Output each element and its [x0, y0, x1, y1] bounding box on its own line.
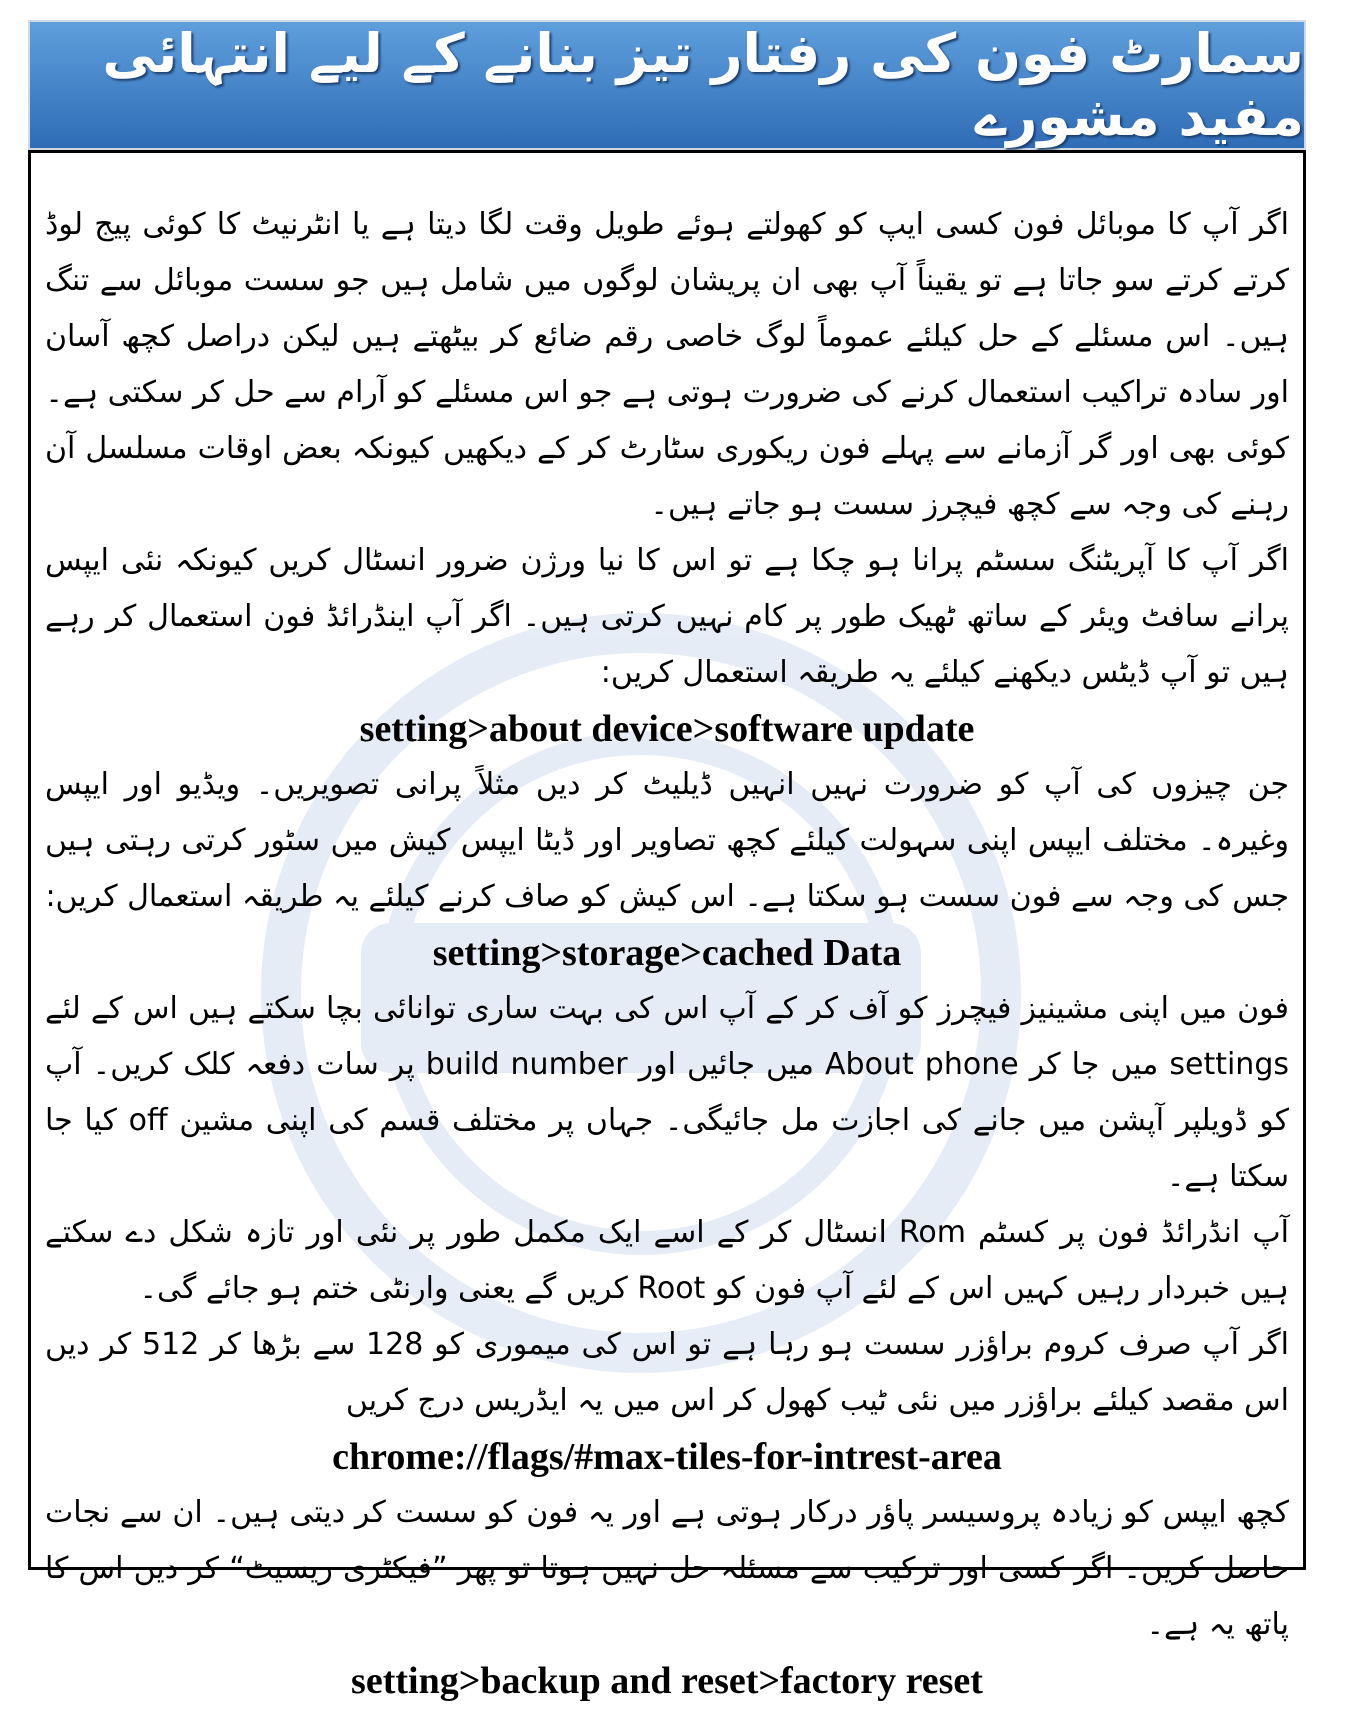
paragraph-chrome-memory: اگر آپ صرف کروم براؤزر سست ہو رہا ہے تو اس کی میموری کو 128 سے بڑھا کر 512 کر دیں اس مقصد کیلئے براؤزر میں نئی ٹیب کھول کر اس میں یہ ایڈریس درج کریں	[45, 1327, 1289, 1418]
settings-path-factory-reset: setting>backup and reset>factory reset	[351, 1660, 983, 1702]
paragraph-custom-rom: آپ انڈرائڈ فون پر کسٹم Rom انسٹال کر کے اسے ایک مکمل طور پر نئی اور تازہ شکل دے سکتے ہیں خبردار رہیں کہیں اس کے لئے آپ فون کو Root کریں گے یعنی وارنٹی ختم ہو جائے گی۔	[45, 1215, 1289, 1306]
paragraph-update-os: اگر آپ کا آپریٹنگ سسٹم پرانا ہو چکا ہے تو اس کا نیا ورژن ضرور انسٹال کریں کیونکہ نئی ایپس پرانے سافٹ ویئر کے ساتھ ٹھیک طور پر کام نہیں کرتی ہیں۔ اگر آپ اینڈرائڈ فون استعمال کر رہے ہیں تو آپ ڈیٹس دیکھنے کیلئے یہ طریقہ استعمال کریں:	[45, 543, 1289, 690]
article-frame	[28, 150, 1306, 1702]
paragraph-factory-reset: کچھ ایپس کو زیادہ پروسیسر پاؤر درکار ہوتی ہے اور یہ فون کو سست کر دیتی ہیں۔ ان سے نجات حاصل کریں۔ اگر کسی اور ترکیب سے مسئلہ حل نہیں ہوتا تو پھر ”فیکٹری ریسیٹ“ کر دیں اس کا پاتھ یہ ہے۔	[45, 1495, 1289, 1642]
paragraph-delete-cache: جن چیزوں کی آپ کو ضرورت نہیں انہیں ڈیلیٹ کر دیں مثلاً پرانی تصویریں۔ ویڈیو اور ایپس وغیرہ۔ مختلف ایپس اپنی سہولت کیلئے کچھ تصاویر اور ڈیٹا ایپس کیش میں سٹور کرتی رہتی ہیں جس کی وجہ سے فون سست ہو سکتا ہے۔ اس کیش کو صاف کرنے کیلئے یہ طریقہ استعمال کریں:	[45, 767, 1289, 914]
settings-path-software-update: setting>about device>software update	[359, 708, 975, 750]
settings-path-cached-data: setting>storage>cached Data	[432, 932, 902, 974]
page-title: سمارٹ فون کی رفتار تیز بنانے کے لیے انتہائی مفید مشورے	[102, 22, 1304, 148]
chrome-flags-address: chrome://flags/#max-tiles-for-intrest-area	[332, 1436, 1002, 1478]
article-body	[31, 153, 1303, 1709]
paragraph-intro: اگر آپ کا موبائل فون کسی ایپ کو کھولتے ہوئے طویل وقت لگا دیتا ہے یا انٹرنیٹ کا کوئی پیج لوڈ کرتے کرتے سو جاتا ہے تو یقیناً آپ بھی ان پریشان لوگوں میں شامل ہیں جو سست موبائل سے تنگ ہیں۔ اس مسئلے کے حل کیلئے عموماً لوگ خاصی رقم ضائع کر بیٹھتے ہیں لیکن دراصل کچھ آسان اور سادہ تراکیب استعمال کرنے کی ضرورت ہوتی ہے جو اس مسئلے کو آرام سے حل کر سکتی ہے۔	[45, 207, 1289, 410]
paragraph-restart-tip: کوئی بھی اور گر آزمانے سے پہلے فون ریکوری سٹارٹ کر کے دیکھیں کیونکہ بعض اوقات مسلسل آن رہنے کی وجہ سے کچھ فیچرز سست ہو جاتے ہیں۔	[45, 431, 1289, 522]
paragraph-developer-options: فون میں اپنی مشینیز فیچرز کو آف کر کے آپ اس کی بہت ساری توانائی بچا سکتے ہیں اس کے لئے settings میں جا کر About phone میں جائیں اور build number پر سات دفعہ کلک کریں۔ آپ کو ڈویلپر آپشن میں جانے کی اجازت مل جائیگی۔ جہاں پر مختلف قسم کی اپنی مشین off کیا جا سکتا ہے۔	[45, 991, 1289, 1194]
title-banner	[28, 20, 1306, 150]
